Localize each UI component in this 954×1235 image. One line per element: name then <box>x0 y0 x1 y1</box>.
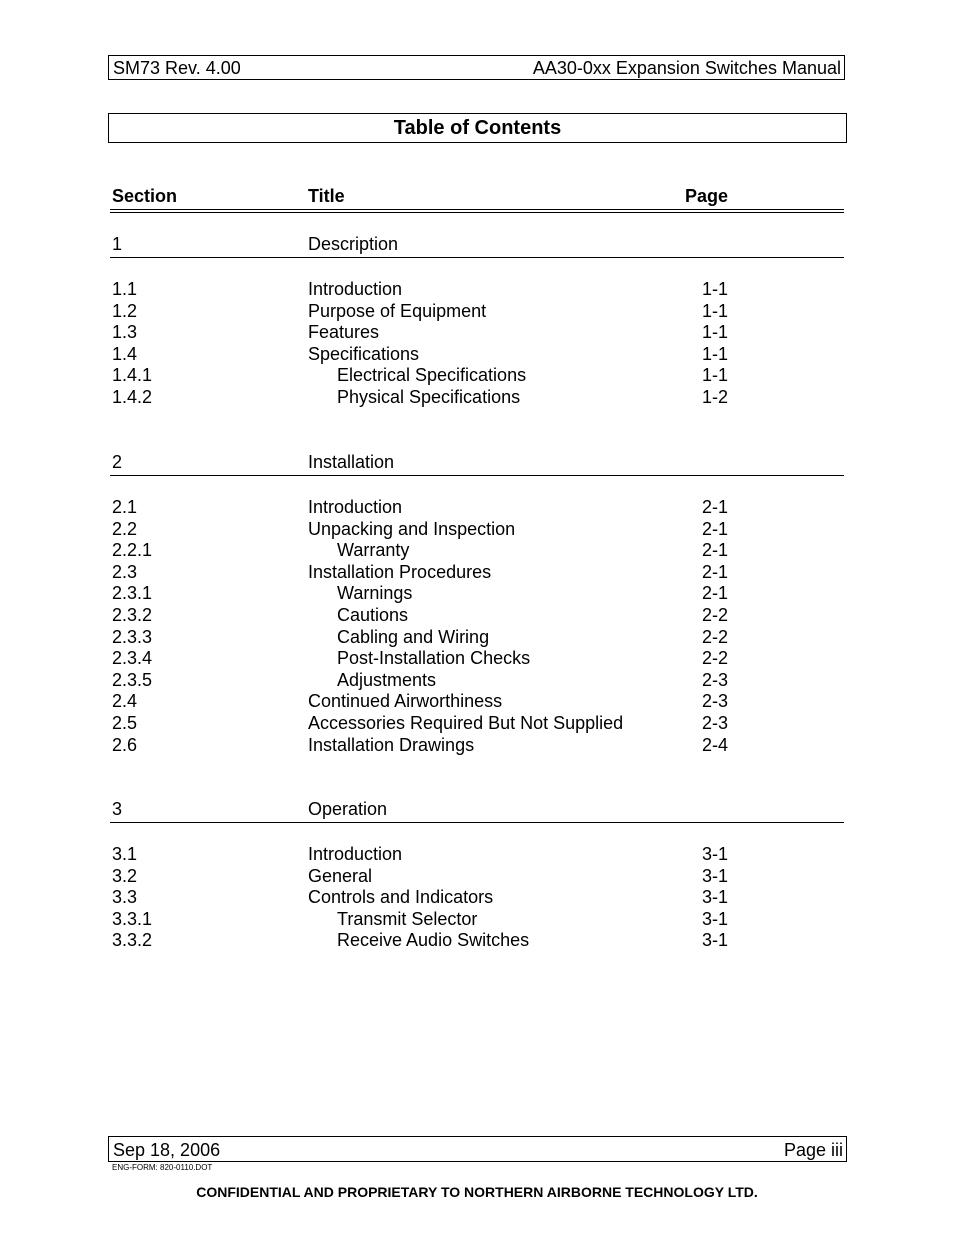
entry-title: Warnings <box>337 583 413 604</box>
entry-section-number: 1.4.1 <box>112 365 153 386</box>
entry-page-number: 3-1 <box>702 865 729 886</box>
toc-title: Table of Contents <box>108 113 847 143</box>
entry-section-number: 3.1 <box>112 844 138 864</box>
entry-title: Cautions <box>337 605 409 625</box>
entry-section-number: 1.4 <box>112 343 138 364</box>
entry-page-number: 2-1 <box>702 497 729 517</box>
entry-page-number: 2-2 <box>702 648 729 669</box>
form-code: ENG-FORM: 820-0110.DOT <box>112 1163 213 1172</box>
entry-title: Purpose of Equipment <box>308 300 487 321</box>
entry-section-number: 3.3 <box>112 887 138 908</box>
entry-title: Controls and Indicators <box>308 887 494 908</box>
entry-title: Specifications <box>308 343 420 364</box>
toc-entry <box>0 344 954 366</box>
toc-entry <box>0 909 954 931</box>
toc-entry <box>0 713 954 735</box>
entry-title: Cabling and Wiring <box>337 626 490 647</box>
entry-page-number: 2-1 <box>702 561 729 582</box>
entry-page-number: 1-1 <box>702 343 729 364</box>
toc-entry <box>0 866 954 888</box>
chapter-number: 1 <box>112 234 123 254</box>
toc-entry <box>0 735 954 757</box>
entry-section-number: 2.5 <box>112 713 138 733</box>
toc-entry <box>0 322 954 344</box>
document-title: AA30-0xx Expansion Switches Manual <box>532 58 841 78</box>
toc-entry <box>0 301 954 323</box>
entry-page-number: 2-3 <box>702 669 729 690</box>
entry-page-number: 2-1 <box>702 518 729 539</box>
toc-entry <box>0 519 954 541</box>
chapter-heading <box>0 799 954 821</box>
toc-entry <box>0 365 954 387</box>
entry-title: Unpacking and Inspection <box>308 518 516 539</box>
toc-entry <box>0 691 954 713</box>
chapter-rule <box>110 475 844 476</box>
entry-section-number: 1.2 <box>112 300 138 321</box>
chapter-title: Description <box>308 234 399 254</box>
confidentiality-notice: CONFIDENTIAL AND PROPRIETARY TO NORTHERN AIRBORNE TECHNOLOGY LTD. <box>196 1184 758 1200</box>
toc-entry <box>0 930 954 952</box>
entry-page-number: 2-3 <box>702 713 729 733</box>
entry-page-number: 2-2 <box>702 605 729 625</box>
entry-title: Accessories Required But Not Supplied <box>308 713 624 733</box>
entry-section-number: 2.3.3 <box>112 626 153 647</box>
header-rule <box>110 212 844 213</box>
entry-section-number: 2.6 <box>112 734 138 755</box>
entry-section-number: 2.2.1 <box>112 540 153 561</box>
chapter-heading <box>0 234 954 256</box>
toc-entry <box>0 279 954 301</box>
entry-title: Introduction <box>308 844 403 864</box>
entry-title: Receive Audio Switches <box>337 930 530 951</box>
chapter-heading <box>0 452 954 474</box>
entry-page-number: 2-1 <box>702 583 729 604</box>
entry-section-number: 2.2 <box>112 518 138 539</box>
entry-title: Physical Specifications <box>337 387 521 407</box>
entry-title: Installation Drawings <box>308 734 475 755</box>
header-rule <box>110 209 844 210</box>
entry-title: Continued Airworthiness <box>308 691 503 712</box>
footer-date: Sep 18, 2006 <box>113 1140 221 1160</box>
entry-title: Warranty <box>337 540 410 561</box>
entry-section-number: 2.3.2 <box>112 605 153 625</box>
entry-page-number: 1-1 <box>702 279 729 299</box>
entry-page-number: 2-4 <box>702 734 729 755</box>
entry-page-number: 2-2 <box>702 626 729 647</box>
entry-section-number: 1.4.2 <box>112 387 153 407</box>
toc-entry <box>0 648 954 670</box>
entry-title: Transmit Selector <box>337 908 478 929</box>
entry-section-number: 2.3.5 <box>112 669 153 690</box>
entry-page-number: 2-1 <box>702 540 729 561</box>
toc-entry <box>0 562 954 584</box>
entry-page-number: 3-1 <box>702 887 729 908</box>
entry-section-number: 2.1 <box>112 497 138 517</box>
toc-entry <box>0 670 954 692</box>
document-id: SM73 Rev. 4.00 <box>113 58 241 78</box>
chapter-number: 2 <box>112 452 123 472</box>
entry-section-number: 3.3.2 <box>112 930 153 951</box>
entry-section-number: 2.3.1 <box>112 583 153 604</box>
entry-title: Introduction <box>308 497 403 517</box>
toc-entry <box>0 540 954 562</box>
chapter-rule <box>110 257 844 258</box>
chapter-number: 3 <box>112 799 123 819</box>
entry-title: Introduction <box>308 279 403 299</box>
page-footer <box>108 1136 847 1162</box>
toc-entry <box>0 627 954 649</box>
entry-page-number: 1-1 <box>702 322 729 343</box>
column-header-title: Title <box>308 186 345 206</box>
chapter-title: Operation <box>308 799 388 819</box>
column-header-section: Section <box>112 186 178 206</box>
entry-section-number: 2.4 <box>112 691 138 712</box>
chapter-rule <box>110 822 844 823</box>
toc-entry <box>0 844 954 866</box>
page-header <box>108 55 845 80</box>
entry-title: Electrical Specifications <box>337 365 527 386</box>
entry-title: General <box>308 865 373 886</box>
entry-page-number: 1-1 <box>702 365 729 386</box>
toc-entry <box>0 887 954 909</box>
entry-title: Installation Procedures <box>308 561 492 582</box>
toc-entry <box>0 583 954 605</box>
entry-section-number: 2.3 <box>112 561 138 582</box>
entry-page-number: 3-1 <box>702 930 729 951</box>
entry-section-number: 1.3 <box>112 322 138 343</box>
entry-page-number: 3-1 <box>702 908 729 929</box>
entry-section-number: 3.2 <box>112 865 138 886</box>
footer-page-number: Page iii <box>783 1140 843 1160</box>
toc-entry <box>0 497 954 519</box>
entry-title: Adjustments <box>337 669 437 690</box>
entry-title: Post-Installation Checks <box>337 648 531 669</box>
entry-section-number: 1.1 <box>112 279 138 299</box>
column-header-page: Page <box>685 186 729 206</box>
entry-page-number: 2-3 <box>702 691 729 712</box>
entry-page-number: 3-1 <box>702 844 729 864</box>
entry-page-number: 1-1 <box>702 300 729 321</box>
entry-section-number: 3.3.1 <box>112 908 153 929</box>
toc-entry <box>0 605 954 627</box>
entry-section-number: 2.3.4 <box>112 648 153 669</box>
entry-title: Features <box>308 322 380 343</box>
chapter-title: Installation <box>308 452 395 472</box>
entry-page-number: 1-2 <box>702 387 729 407</box>
toc-entry <box>0 387 954 409</box>
